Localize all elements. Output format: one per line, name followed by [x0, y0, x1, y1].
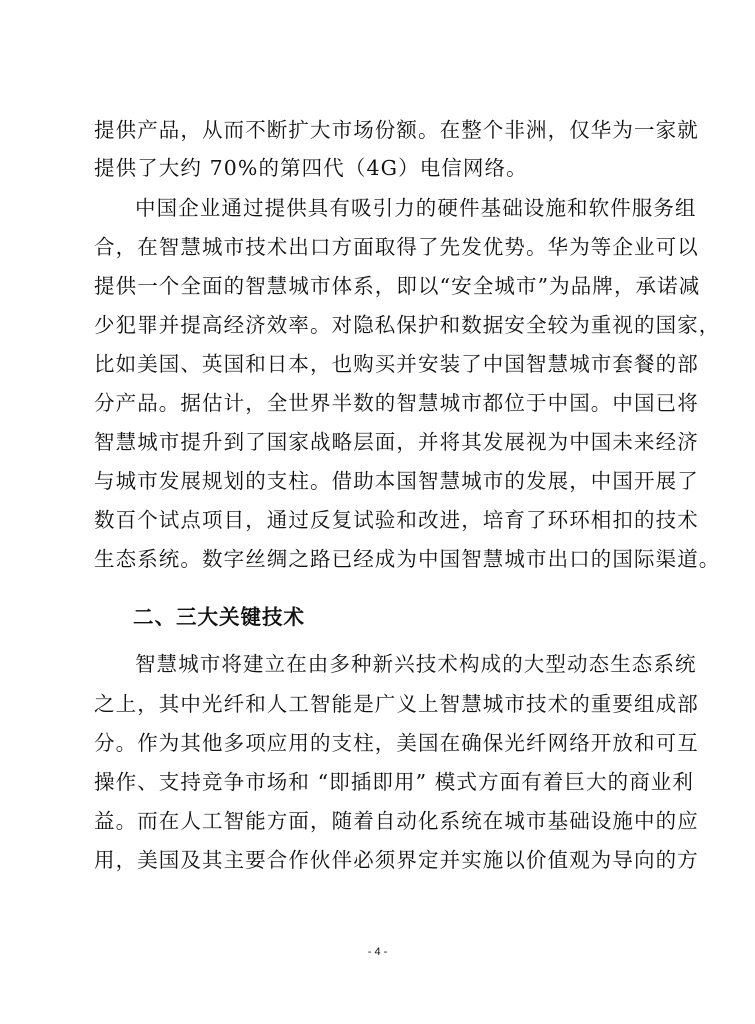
- body-text-line: 少犯罪并提高经济效率。对隐私保护和数据安全较为重视的国家，: [94, 313, 721, 337]
- body-text-line: 智慧城市将建立在由多种新兴技术构成的大型动态生态系统: [135, 652, 697, 676]
- body-text-line: 益。而在人工智能方面，随着自动化系统在城市基础设施中的应: [94, 809, 699, 833]
- body-text-line: 操作、支持竞争市场和 “即插即用” 模式方面有着巨大的商业利: [94, 770, 694, 794]
- body-text-line: 比如美国、英国和日本，也购买并安装了中国智慧城市套餐的部: [94, 352, 699, 376]
- body-text-line: 分产品。据估计，全世界半数的智慧城市都位于中国。中国已将: [94, 391, 699, 415]
- body-text-line: 与城市发展规划的支柱。借助本国智慧城市的发展，中国开展了: [94, 469, 699, 493]
- page-number: - 4 -: [367, 946, 388, 958]
- body-text-line: 生态系统。数字丝绸之路已经成为中国智慧城市出口的国际渠道。: [94, 547, 721, 571]
- body-text-line: 合，在智慧城市技术出口方面取得了先发优势。华为等企业可以: [94, 235, 699, 259]
- body-text-line: 提供产品，从而不断扩大市场份额。在整个非洲，仅华为一家就: [94, 118, 699, 142]
- body-text-line: 数百个试点项目，通过反复试验和改进，培育了环环相扣的技术: [94, 508, 699, 532]
- body-text-line: 用，美国及其主要合作伙伴必须界定并实施以价值观为导向的方: [94, 848, 699, 872]
- body-text-line: 提供一个全面的智慧城市体系，即以“安全城市”为品牌，承诺减: [94, 274, 701, 298]
- body-text-line: 智慧城市提升到了国家战略层面，并将其发展视为中国未来经济: [94, 430, 699, 454]
- body-text-line: 之上，其中光纤和人工智能是广义上智慧城市技术的重要组成部: [94, 692, 699, 716]
- section-heading: 二、三大关键技术: [133, 605, 305, 629]
- body-text-line: 提供了大约 70%的第四代（4G）电信网络。: [94, 156, 528, 180]
- body-text-line: 中国企业通过提供具有吸引力的硬件基础设施和软件服务组: [135, 196, 697, 220]
- body-text-line: 分。作为其他多项应用的支柱，美国在确保光纤网络开放和可互: [94, 731, 699, 755]
